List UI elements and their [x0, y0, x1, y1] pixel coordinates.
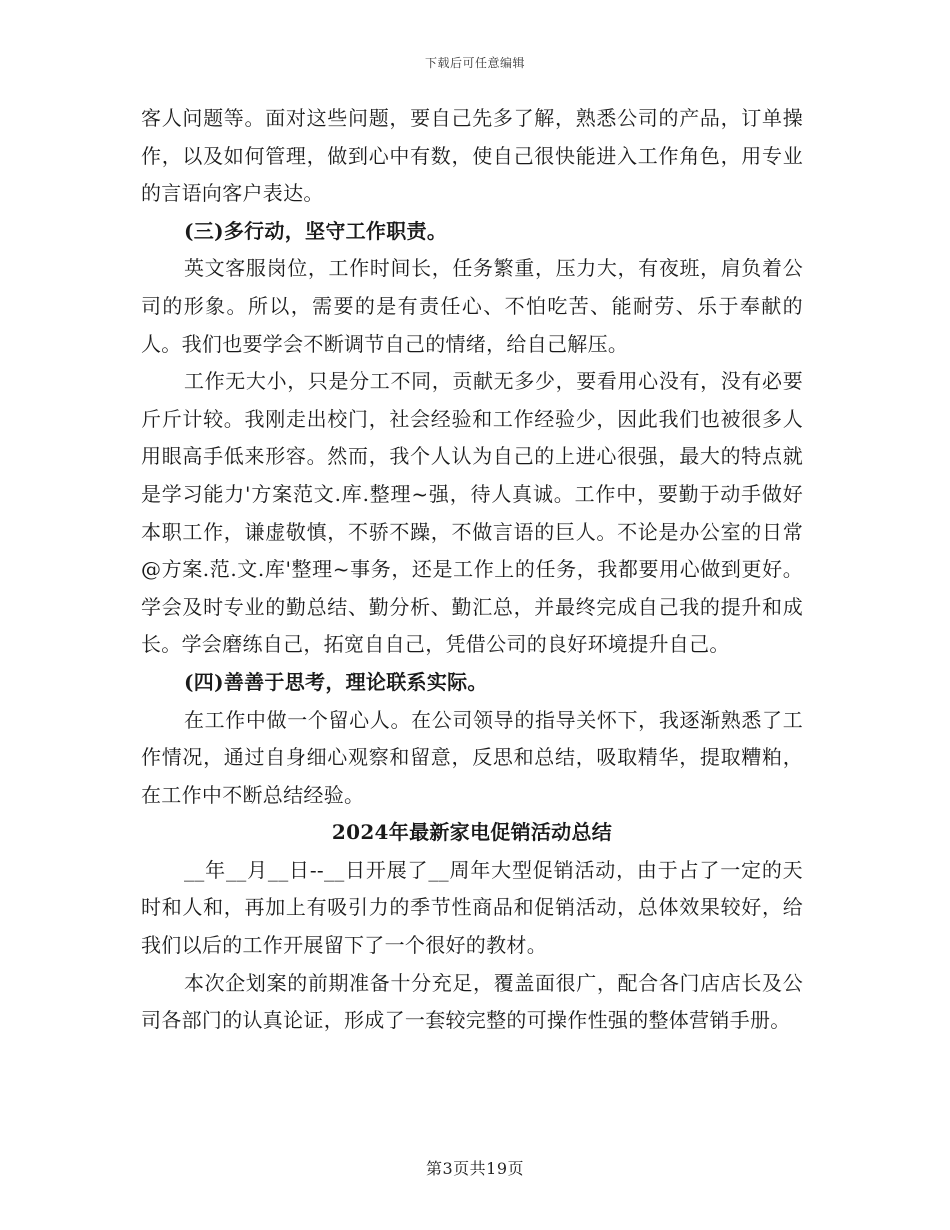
paragraph-planning: 本次企划案的前期准备十分充足，覆盖面很广，配合各门店店长及公司各部门的认真论证，形成了一套较完整的可操作性强的整体营销手册。 — [141, 970, 803, 1033]
document-title: 2024年最新家电促销活动总结 — [331, 820, 613, 845]
paragraph-continuation: 客人问题等。面对这些问题，要自己先多了解，熟悉公司的产品，订单操作，以及如何管理，做到心中有数，使自己很快能进入工作角色，用专业的言语向客户表达。 — [141, 106, 803, 206]
paragraph-customer-service: 英文客服岗位，工作时间长，任务繁重，压力大，有夜班，肩负着公司的形象。所以，需要的是有责任心、不怕吃苦、能耐劳、乐于奉献的人。我们也要学会不断调节自己的情绪，给自己解压。 — [141, 256, 803, 356]
section-heading-3: (三)多行动，坚守工作职责。 — [184, 218, 448, 243]
paragraph-promotion-overview: __年__月__日--__日开展了__周年大型促销活动，由于占了一定的天时和人和，再加上有吸引力的季节性商品和促销活动，总体效果较好，给我们以后的工作开展留下了一个很好的教材。 — [141, 857, 803, 958]
paragraph-reflection: 在工作中做一个留心人。在公司领导的指导关怀下，我逐渐熟悉了工作情况，通过自身细心观察和留意，反思和总结，吸取精华，提取糟粕，在工作中不断总结经验。 — [141, 707, 803, 807]
page-header: 下载后可任意编辑 — [424, 56, 525, 70]
document-body — [141, 100, 803, 1040]
page-number: 第3页共19页 — [425, 1159, 525, 1178]
section-heading-4: (四)善善于思考，理论联系实际。 — [184, 669, 488, 694]
paragraph-work-attitude: 工作无大小，只是分工不同，贡献无多少，要看用心没有，没有必要斤斤计较。我刚走出校门，社会经验和工作经验少，因此我们也被很多人用眼高手低来形容。然而，我个人认为自己的上进心很强，最大的特点就是学习能力'方案范文.库.整理~强，待人真诚。工作中，要勤于动手做好本职工作，谦虚敬慎，不骄不躁，不做言语的巨人。不论是办公室的日常@方案.范.文.库'整理~事务，还是工作上的任务，我都要用心做到更好。学会及时专业的勤总结、勤分析、勤汇总，并最终完成自己我的提升和成长。学会磨练自己，拓宽自自己，凭借公司的良好环境提升自己。 — [141, 369, 803, 657]
